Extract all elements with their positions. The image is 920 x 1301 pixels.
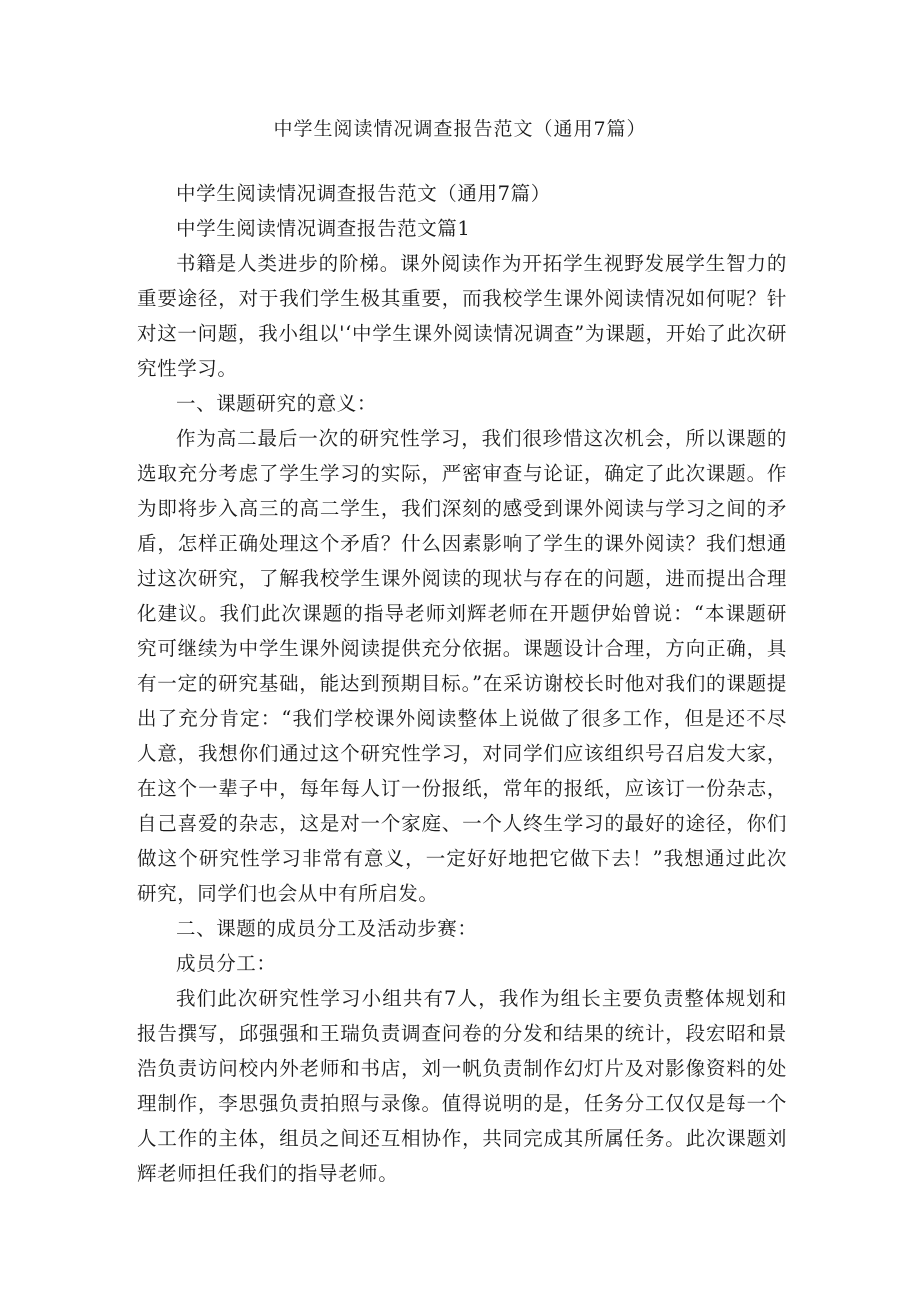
paragraph-heading-members: 成员分工： [176,952,277,975]
document-body [137,176,787,1191]
paragraph-members: 我们此次研究性学习小组共有7人，我作为组长主要负责整体规划和报告撰写，邱强强和王瑞负责调查问卷的分发和结果的统计，段宏昭和景浩负责访问校内外老师和书店，刘一帆负责制作幻灯片及对影像资料的处理制作，李思强负责拍照与录像。值得说明的是，任务分工仅仅是每一个人工作的主体，组员之间还互相协作，共同完成其所属任务。此次课题刘辉老师担任我们的指导老师。 [137,987,787,1185]
paragraph-heading-significance: 一、课题研究的意义： [176,392,378,415]
paragraph-section-heading: 中学生阅读情况调查报告范文篇1 [176,217,471,240]
paragraph-intro: 书籍是人类进步的阶梯。课外阅读作为开拓学生视野发展学生智力的重要途径，对于我们学生极其重要，而我校学生课外阅读情况如何呢？针对这一问题，我小组以'‘中学生课外阅读情况调查”为课题，开始了此次研究性学习。 [137,252,787,380]
paragraph-heading-division: 二、课题的成员分工及活动步赛： [176,917,478,940]
paragraph-subtitle: 中学生阅读情况调查报告范文（通用7篇） [176,182,551,205]
document-title: 中学生阅读情况调查报告范文（通用7篇） [273,118,647,140]
paragraph-significance: 作为高二最后一次的研究性学习，我们很珍惜这次机会，所以课题的选取充分考虑了学生学习的实际，严密审查与论证，确定了此次课题。作为即将步入高三的高二学生，我们深刻的感受到课外阅读与学习之间的矛盾，怎样正确处理这个矛盾？什么因素影响了学生的课外阅读？我们想通过这次研究，了解我校学生课外阅读的现状与存在的问题，进而提出合理化建议。我们此次课题的指导老师刘辉老师在开题伊始曾说：“本课题研究可继续为中学生课外阅读提供充分依据。课题设计合理，方向正确，具有一定的研究基础，能达到预期目标。”在采访谢校长时他对我们的课题提出了充分肯定：“我们学校课外阅读整体上说做了很多工作，但是还不尽人意，我想你们通过这个研究性学习，对同学们应该组织号召启发大家，在这个一辈子中，每年每人订一份报纸，常年的报纸，应该订一份杂志，自己喜爱的杂志，这是对一个家庭、一个人终生学习的最好的途径，你们做这个研究性学习非常有意义，一定好好地把它做下去！”我想通过此次研究，同学们也会从中有所启发。 [137,427,787,905]
